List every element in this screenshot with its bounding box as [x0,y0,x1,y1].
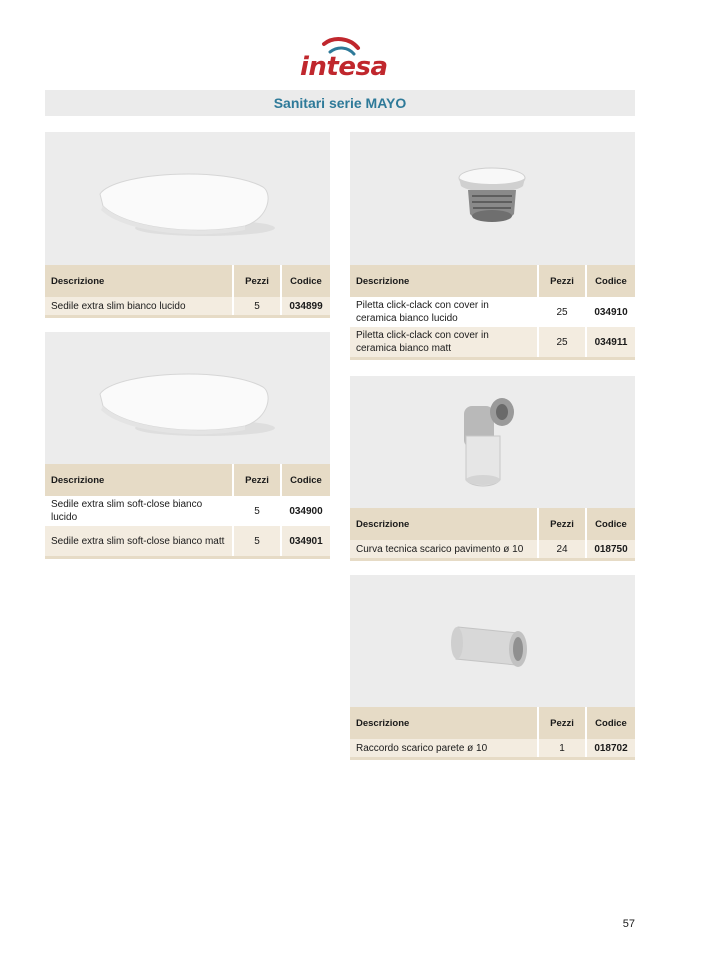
table-bottom-rule [350,757,635,760]
page-title-bar [45,90,635,116]
row-code: 034910 [586,297,635,327]
header-qty: Pezzi [233,464,281,496]
row-code: 018750 [586,540,635,558]
product-table-seat-soft [45,464,330,556]
table-bottom-rule [350,357,635,360]
row-code: 034901 [281,526,330,556]
row-description: Sedile extra slim bianco lucido [45,297,233,315]
row-description: Curva tecnica scarico pavimento ø 10 [350,540,538,558]
product-table-drain [350,265,635,357]
product-table-seat [45,265,330,315]
table-row [350,540,635,558]
header-code: Codice [586,265,635,297]
table-bottom-rule [350,558,635,561]
row-qty: 1 [538,739,586,757]
header-description: Descrizione [45,265,233,297]
row-code: 034911 [586,327,635,357]
page-number: 57 [622,918,635,930]
row-qty: 25 [538,327,586,357]
header-code: Codice [586,707,635,739]
product-card-seat [45,132,330,318]
product-card-drain [350,132,635,360]
product-image-seat-soft [45,332,330,464]
product-image-seat [45,132,330,265]
logo-text: intesa [300,52,388,82]
product-card-fitting [350,575,635,760]
row-qty: 5 [233,526,281,556]
header-description: Descrizione [350,508,538,540]
row-description: Piletta click-clack con cover in ceramica bianco matt [350,327,538,357]
table-row [350,327,635,357]
brand-logo [300,36,388,82]
row-code: 034899 [281,297,330,315]
product-table-fitting [350,707,635,757]
page-title: Sanitari serie MAYO [273,95,407,111]
row-qty: 24 [538,540,586,558]
header-code: Codice [281,265,330,297]
table-row [45,526,330,556]
header-code: Codice [586,508,635,540]
table-bottom-rule [45,556,330,559]
product-image-drain [350,132,635,265]
header-qty: Pezzi [538,265,586,297]
header-qty: Pezzi [538,707,586,739]
table-bottom-rule [45,315,330,318]
product-card-curve [350,376,635,561]
row-qty: 25 [538,297,586,327]
header-qty: Pezzi [233,265,281,297]
header-qty: Pezzi [538,508,586,540]
header-description: Descrizione [350,265,538,297]
table-row [350,739,635,757]
row-qty: 5 [233,297,281,315]
row-code: 034900 [281,496,330,526]
row-code: 018702 [586,739,635,757]
row-description: Sedile extra slim soft-close bianco matt [45,526,233,556]
product-image-curve [350,376,635,508]
header-code: Codice [281,464,330,496]
header-description: Descrizione [350,707,538,739]
row-description: Piletta click-clack con cover in ceramica bianco lucido [356,300,489,324]
table-row [350,297,635,327]
row-qty: 5 [233,496,281,526]
table-row [45,496,330,526]
table-row [45,297,330,315]
header-description: Descrizione [45,464,233,496]
row-description: Sedile extra slim soft-close bianco lucido [51,499,203,523]
row-description: Raccordo scarico parete ø 10 [350,739,538,757]
product-card-seat-soft [45,332,330,559]
product-image-fitting [350,575,635,707]
product-table-curve [350,508,635,558]
